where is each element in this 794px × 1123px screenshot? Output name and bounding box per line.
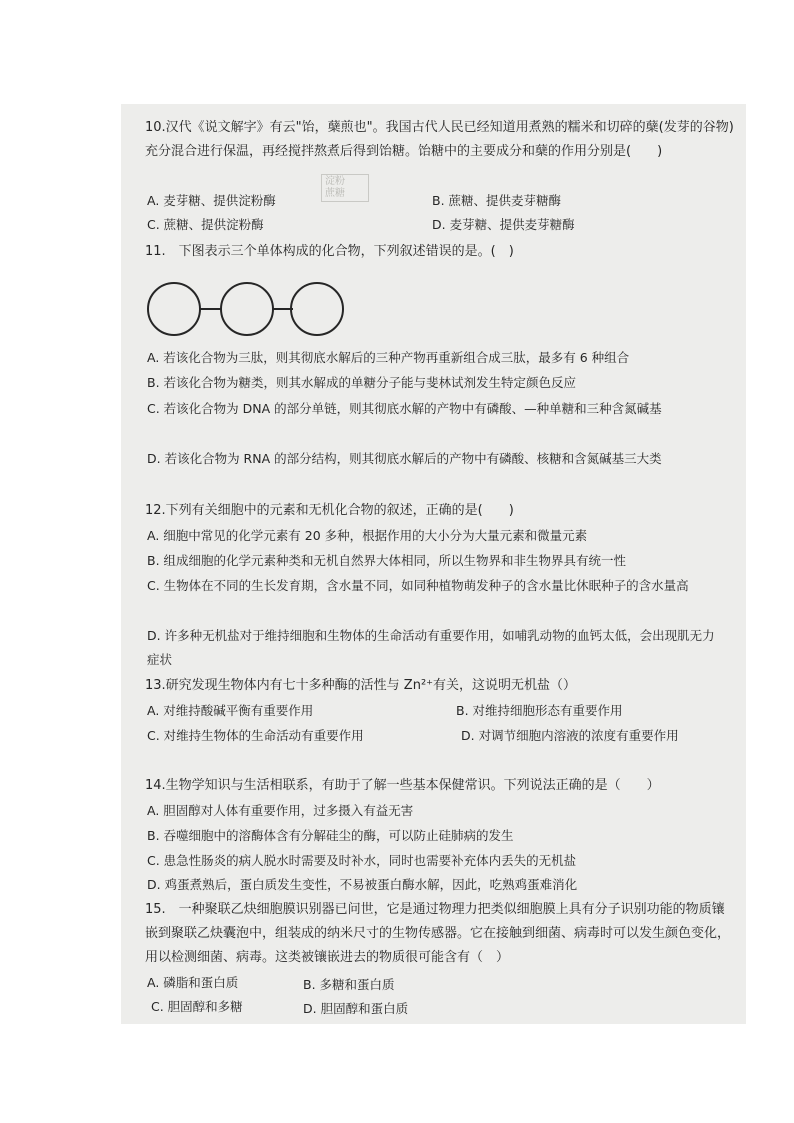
option-d: D. 对调节细胞内溶液的浓度有重要作用 — [461, 728, 679, 743]
option-d: D. 许多种无机盐对于维持细胞和生物体的生命活动有重要作用，如哺乳动物的血钙太低，会出现肌无力症状 — [147, 628, 715, 667]
option-b: B. 多糖和蛋白质 — [303, 977, 395, 992]
question-stem: 11. 下图表示三个单体构成的化合物，下列叙述错误的是。( ) — [145, 244, 514, 259]
bleed-through-text: 淀粉 — [325, 176, 345, 187]
bleed-through-box — [321, 174, 369, 202]
question-stem: 10.汉代《说文解字》有云"饴，蘖煎也"。我国古代人民已经知道用煮熟的糯米和切碎的蘖(发芽的谷物)充分混合进行保温，再经搅拌熬煮后得到饴糖。饴糖中的主要成分和蘖的作用分别是( ) — [145, 120, 734, 159]
option-a: A. 麦芽糖、提供淀粉酶 — [147, 193, 276, 208]
option-b: B. 蔗糖、提供麦芽糖酶 — [432, 193, 562, 208]
monomer-circle — [148, 283, 200, 335]
option-d: D. 麦芽糖、提供麦芽糖酶 — [432, 217, 575, 232]
option-d: D. 胆固醇和蛋白质 — [303, 1001, 409, 1016]
option-c: C. 胆固醇和多糖 — [151, 999, 243, 1014]
option-b: B. 吞噬细胞中的溶酶体含有分解硅尘的酶，可以防止硅肺病的发生 — [147, 828, 514, 843]
option-c: C. 生物体在不同的生长发育期，含水量不同，如同种植物萌发种子的含水量比休眠种子的含水量高 — [147, 578, 689, 593]
three-monomer-diagram — [145, 279, 345, 339]
monomer-circle — [221, 283, 273, 335]
monomer-circle — [291, 283, 343, 335]
option-a: A. 细胞中常见的化学元素有 20 多种，根据作用的大小分为大量元素和微量元素 — [147, 528, 588, 543]
option-d: D. 若该化合物为 RNA 的部分结构，则其彻底水解后的产物中有磷酸、核糖和含氮碱基三大类 — [147, 451, 662, 466]
option-c: C. 对维持生物体的生命活动有重要作用 — [147, 728, 364, 743]
option-c: C. 患急性肠炎的病人脱水时需要及时补水，同时也需要补充体内丢失的无机盐 — [147, 853, 577, 868]
option-b: B. 组成细胞的化学元素种类和无机自然界大体相同，所以生物界和非生物界具有统一性 — [147, 553, 627, 568]
option-b: B. 若该化合物为糖类，则其水解成的单糖分子能与斐林试剂发生特定颜色反应 — [147, 375, 577, 390]
question-stem: 14.生物学知识与生活相联系，有助于了解一些基本保健常识。下列说法正确的是（ ） — [145, 778, 660, 793]
question-stem: 15. 一种聚联乙炔细胞膜识别器已问世，它是通过物理力把类似细胞膜上具有分子识别功能的物质镶嵌到聚联乙炔囊泡中，组装成的纳米尺寸的生物传感器。它在接触到细菌、病毒时可以发生颜色变化，用以检测细菌、病毒。这类被镶嵌进去的物质很可能含有（ ） — [145, 902, 731, 965]
option-a: A. 磷脂和蛋白质 — [147, 975, 239, 990]
question-stem: 13.研究发现生物体内有七十多种酶的活性与 Zn²⁺有关，这说明无机盐（） — [145, 678, 577, 693]
option-b: B. 对维持细胞形态有重要作用 — [456, 703, 623, 718]
option-c: C. 蔗糖、提供淀粉酶 — [147, 217, 264, 232]
option-a: A. 若该化合物为三肽，则其彻底水解后的三种产物再重新组合成三肽，最多有 6 种组合 — [147, 350, 630, 365]
option-a: A. 胆固醇对人体有重要作用，过多摄入有益无害 — [147, 803, 414, 818]
exam-page — [121, 104, 746, 1024]
option-d: D. 鸡蛋煮熟后，蛋白质发生变性，不易被蛋白酶水解，因此，吃熟鸡蛋难消化 — [147, 877, 578, 892]
option-a: A. 对维持酸碱平衡有重要作用 — [147, 703, 314, 718]
option-c: C. 若该化合物为 DNA 的部分单链，则其彻底水解的产物中有磷酸、—种单糖和三种含氮碱基 — [147, 401, 662, 416]
bleed-through-text: 蔗糖 — [325, 188, 345, 199]
question-stem: 12.下列有关细胞中的元素和无机化合物的叙述，正确的是( ) — [145, 503, 514, 518]
